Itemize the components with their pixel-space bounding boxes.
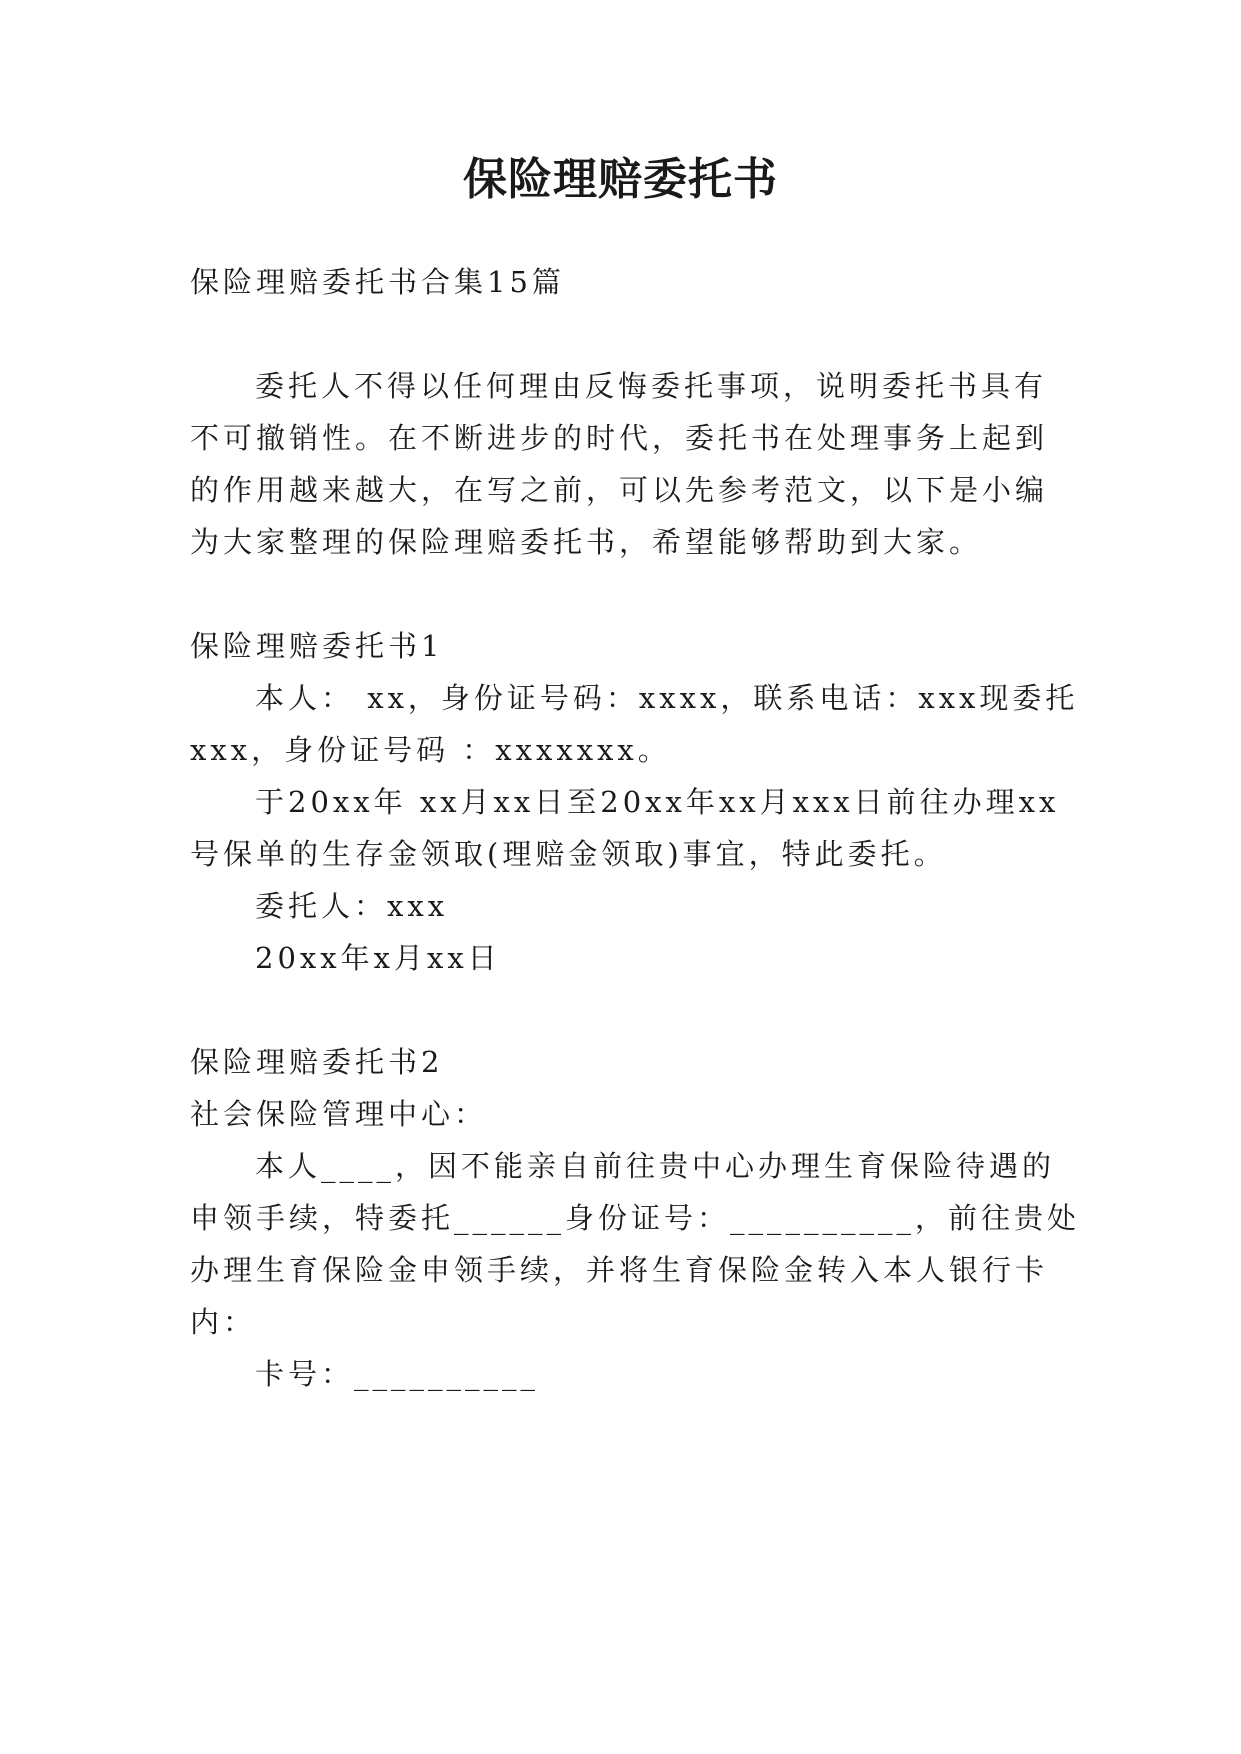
section-heading-1: 保险理赔委托书1 [190, 629, 444, 663]
section2-line: 内： [190, 1305, 257, 1339]
document-title: 保险理赔委托书 [463, 154, 778, 205]
intro-line: 为大家整理的保险理赔委托书，希望能够帮助到大家。 [190, 525, 983, 559]
section2-line: 本人____，因不能亲自前往贵中心办理生育保险待遇的 [255, 1149, 1056, 1183]
intro-line: 委托人不得以任何理由反悔委托事项，说明委托书具有 [255, 369, 1048, 403]
section2-line: 办理生育保险金申领手续，并将生育保险金转入本人银行卡 [190, 1253, 1049, 1287]
section1-line: xxx，身份证号码 ：xxxxxxx。 [190, 733, 671, 767]
section2-line: 申领手续，特委托______身份证号：__________，前往贵处 [190, 1201, 1081, 1235]
section-heading-2: 保险理赔委托书2 [190, 1045, 444, 1079]
addressee-line: 社会保险管理中心： [190, 1097, 488, 1131]
card-number-line: 卡号：__________ [255, 1357, 540, 1391]
client-signature-line: 委托人：xxx [255, 889, 449, 923]
date-line: 20xx年x月xx日 [255, 941, 501, 975]
section1-line: 于20xx年 xx月xx日至20xx年xx月xxx日前往办理xx [255, 785, 1060, 819]
section1-line: 本人： xx，身份证号码：xxxx，联系电话：xxx现委托 [255, 681, 1079, 715]
intro-line: 的作用越来越大，在写之前，可以先参考范文，以下是小编 [190, 473, 1049, 507]
document-subtitle: 保险理赔委托书合集15篇 [190, 265, 565, 299]
section1-line: 号保单的生存金领取(理赔金领取)事宜，特此委托。 [190, 837, 947, 871]
intro-line: 不可撤销性。在不断进步的时代，委托书在处理事务上起到 [190, 421, 1049, 455]
